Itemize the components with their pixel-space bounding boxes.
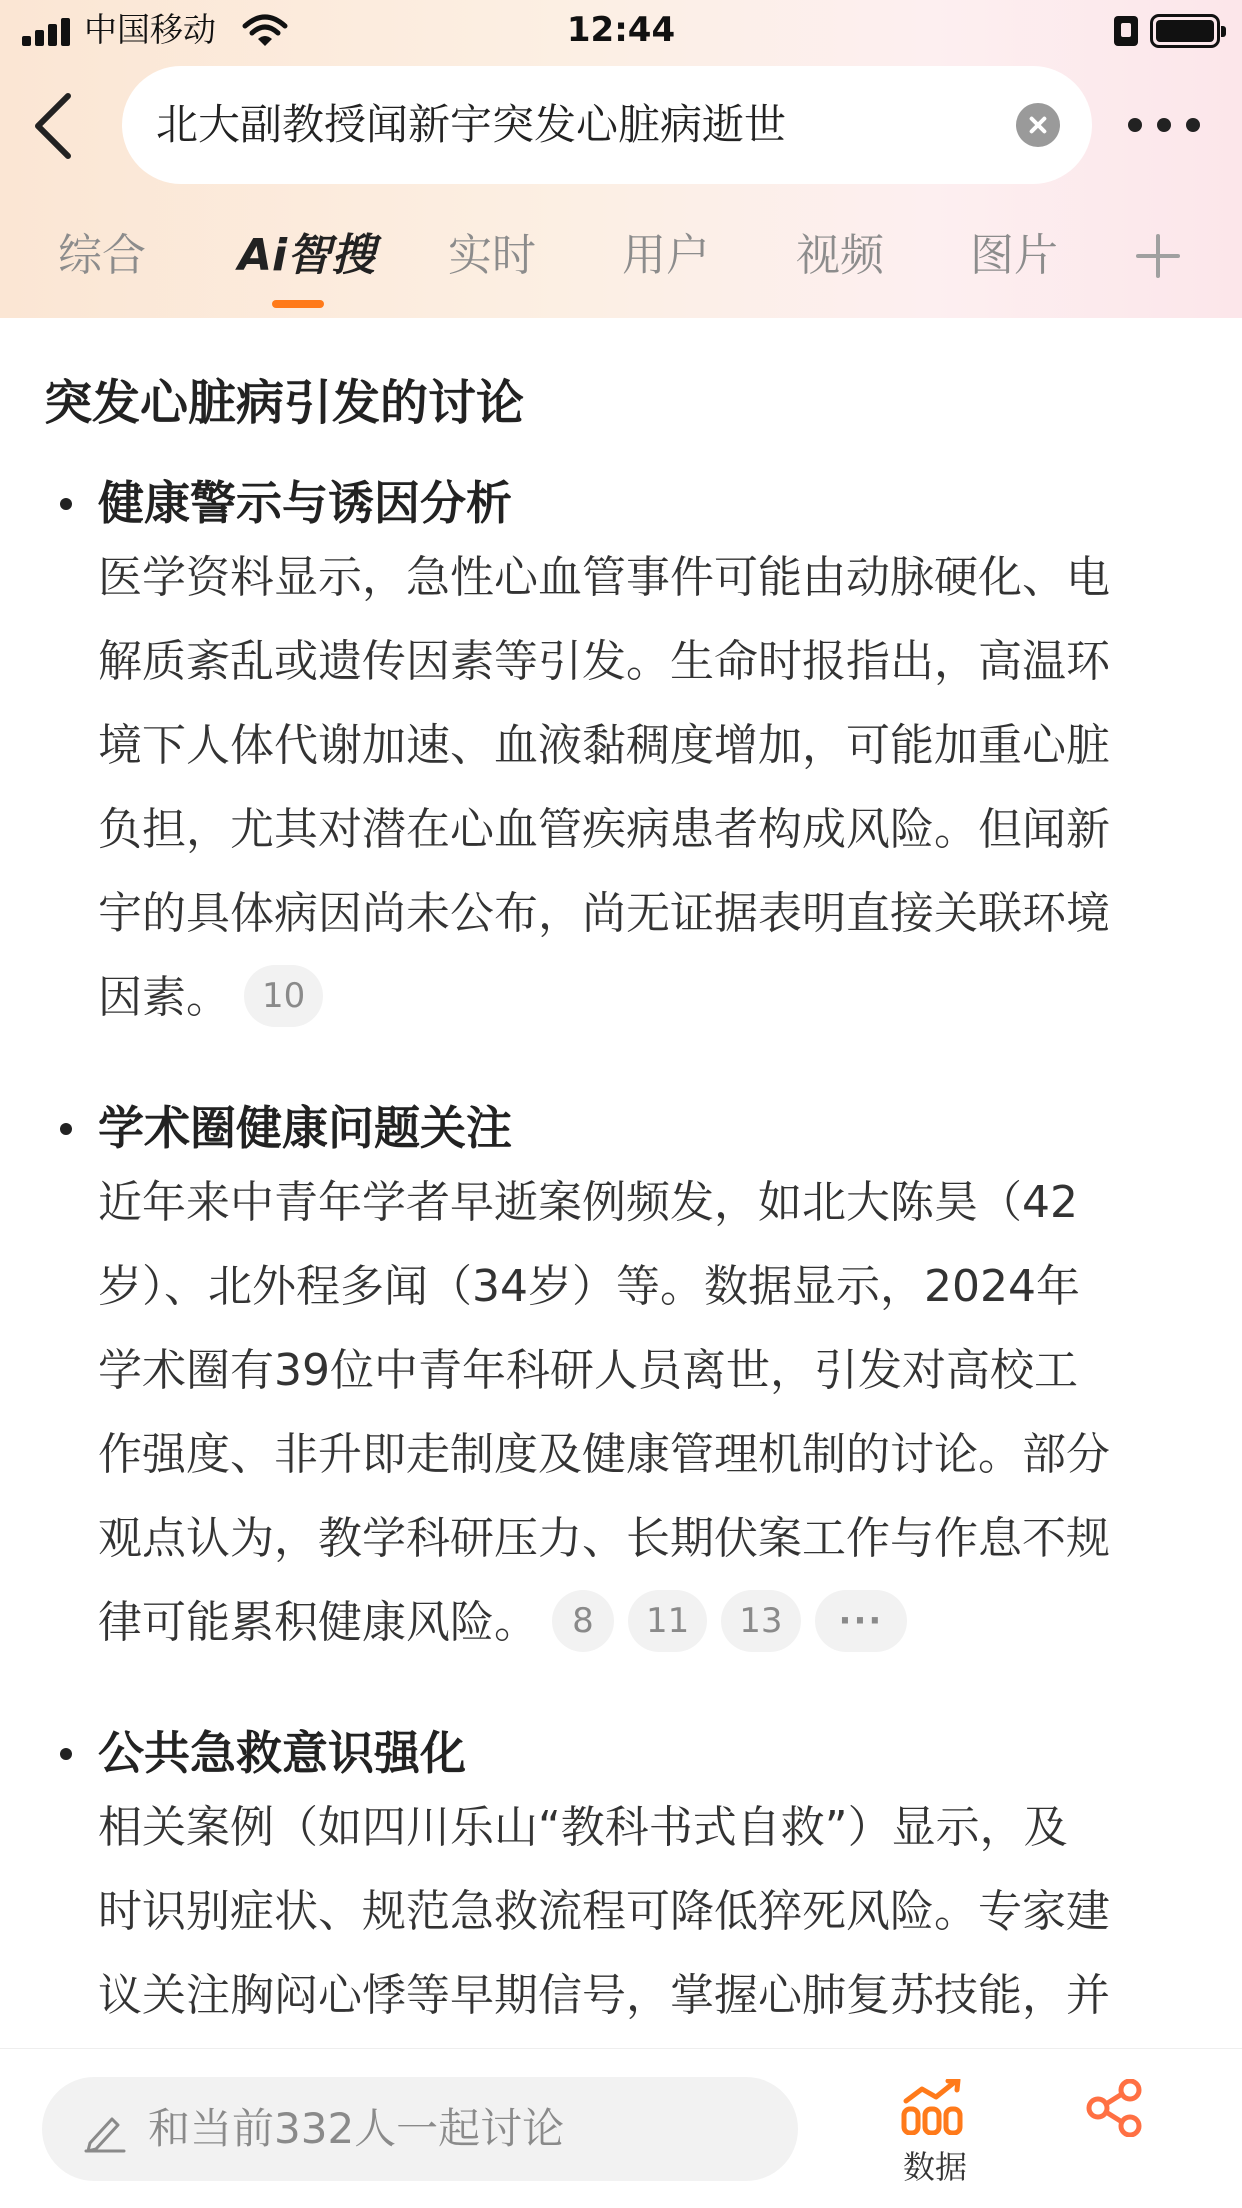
data-label: 数据 xyxy=(902,2148,967,2186)
item-body xyxy=(98,536,1208,1040)
body-line: 议关注胸闷心悸等早期信号，掌握心肺复苏技能，并 xyxy=(98,1970,1110,2021)
carrier-name: 中国移动 xyxy=(84,10,216,49)
body-line-last xyxy=(98,1581,1208,1665)
item-title: 学术圈健康问题关注 xyxy=(98,1101,512,1155)
body-line: 宇的具体病因尚未公布，尚无证据表明直接关联环境 xyxy=(98,888,1110,939)
bullet xyxy=(60,1123,72,1135)
body-line: 学术圈有39位中青年科研人员离世，引发对高校工 xyxy=(98,1345,1078,1396)
body-line: 作强度、非升即走制度及健康管理机制的讨论。部分 xyxy=(98,1429,1110,1480)
item-title: 健康警示与诱因分析 xyxy=(98,476,512,530)
body-line: 观点认为，教学科研压力、长期伏案工作与作息不规 xyxy=(98,1513,1110,1564)
search-input[interactable] xyxy=(122,66,1092,184)
tab-videos[interactable]: 视频 xyxy=(796,230,884,281)
bottom-bar xyxy=(0,2048,1242,2208)
search-tabs xyxy=(0,216,1242,306)
comment-placeholder: 和当前332人一起讨论 xyxy=(148,2104,565,2153)
tab-zonghe[interactable]: 综合 xyxy=(58,230,146,281)
active-tab-indicator xyxy=(272,300,324,308)
bar-chart-icon xyxy=(900,2079,964,2135)
comment-input[interactable] xyxy=(42,2077,798,2181)
tab-images[interactable]: 图片 xyxy=(970,230,1058,281)
citation-badge[interactable]: 8 xyxy=(552,1590,614,1652)
tab-ai-search[interactable]: Ai智搜 xyxy=(238,230,376,281)
body-line: 医学资料显示，急性心血管事件可能由动脉硬化、电 xyxy=(98,552,1110,603)
ai-answer-content xyxy=(0,318,1242,2048)
body-line: 近年来中青年学者早逝案例频发，如北大陈昊（42 xyxy=(98,1177,1078,1228)
status-bar xyxy=(0,0,1242,62)
citation-badge[interactable]: 11 xyxy=(628,1590,707,1652)
body-line: 境下人体代谢加速、血液黏稠度增加，可能加重心脏 xyxy=(98,720,1110,771)
bullet xyxy=(60,1748,72,1760)
tab-realtime[interactable]: 实时 xyxy=(448,230,536,281)
section-title: 突发心脏病引发的讨论 xyxy=(44,375,525,431)
citation-badge[interactable]: 10 xyxy=(244,965,323,1027)
body-line-text: 律可能累积健康风险。 xyxy=(98,1597,538,1648)
citation-more-button[interactable]: ··· xyxy=(815,1590,908,1652)
body-line: 负担，尤其对潜在心血管疾病患者构成风险。但闻新 xyxy=(98,804,1110,855)
item-body xyxy=(98,1786,1208,2038)
share-icon xyxy=(1086,2079,1144,2137)
body-line: 时识别症状、规范急救流程可降低猝死风险。专家建 xyxy=(98,1886,1110,1937)
sim-icon xyxy=(1114,16,1138,46)
body-line-last xyxy=(98,956,1208,1040)
add-tab-icon[interactable] xyxy=(1136,234,1180,278)
citation-badge[interactable]: 13 xyxy=(721,1590,800,1652)
back-arrow-icon[interactable] xyxy=(24,88,84,164)
item-body xyxy=(98,1161,1208,1665)
pen-icon xyxy=(82,2107,128,2153)
more-icon[interactable] xyxy=(1128,112,1200,136)
bullet xyxy=(60,498,72,510)
body-line-text: 因素。 xyxy=(98,972,230,1023)
body-line: 岁）、北外程多闻（34岁）等。数据显示，2024年 xyxy=(98,1261,1080,1312)
search-query-text: 北大副教授闻新宇突发心脏病逝世 xyxy=(156,100,787,149)
battery-icon xyxy=(1150,14,1220,48)
data-button[interactable] xyxy=(880,2079,990,2199)
body-line: 解质紊乱或遗传因素等引发。生命时报指出，高温环 xyxy=(98,636,1110,687)
share-button[interactable] xyxy=(1076,2079,1156,2208)
item-title: 公共急救意识强化 xyxy=(98,1726,466,1780)
tab-users[interactable]: 用户 xyxy=(622,230,710,281)
clear-icon[interactable] xyxy=(1016,103,1060,147)
status-time: 12:44 xyxy=(566,10,676,50)
body-line: 相关案例（如四川乐山“教科书式自救”）显示，及 xyxy=(98,1802,1068,1853)
